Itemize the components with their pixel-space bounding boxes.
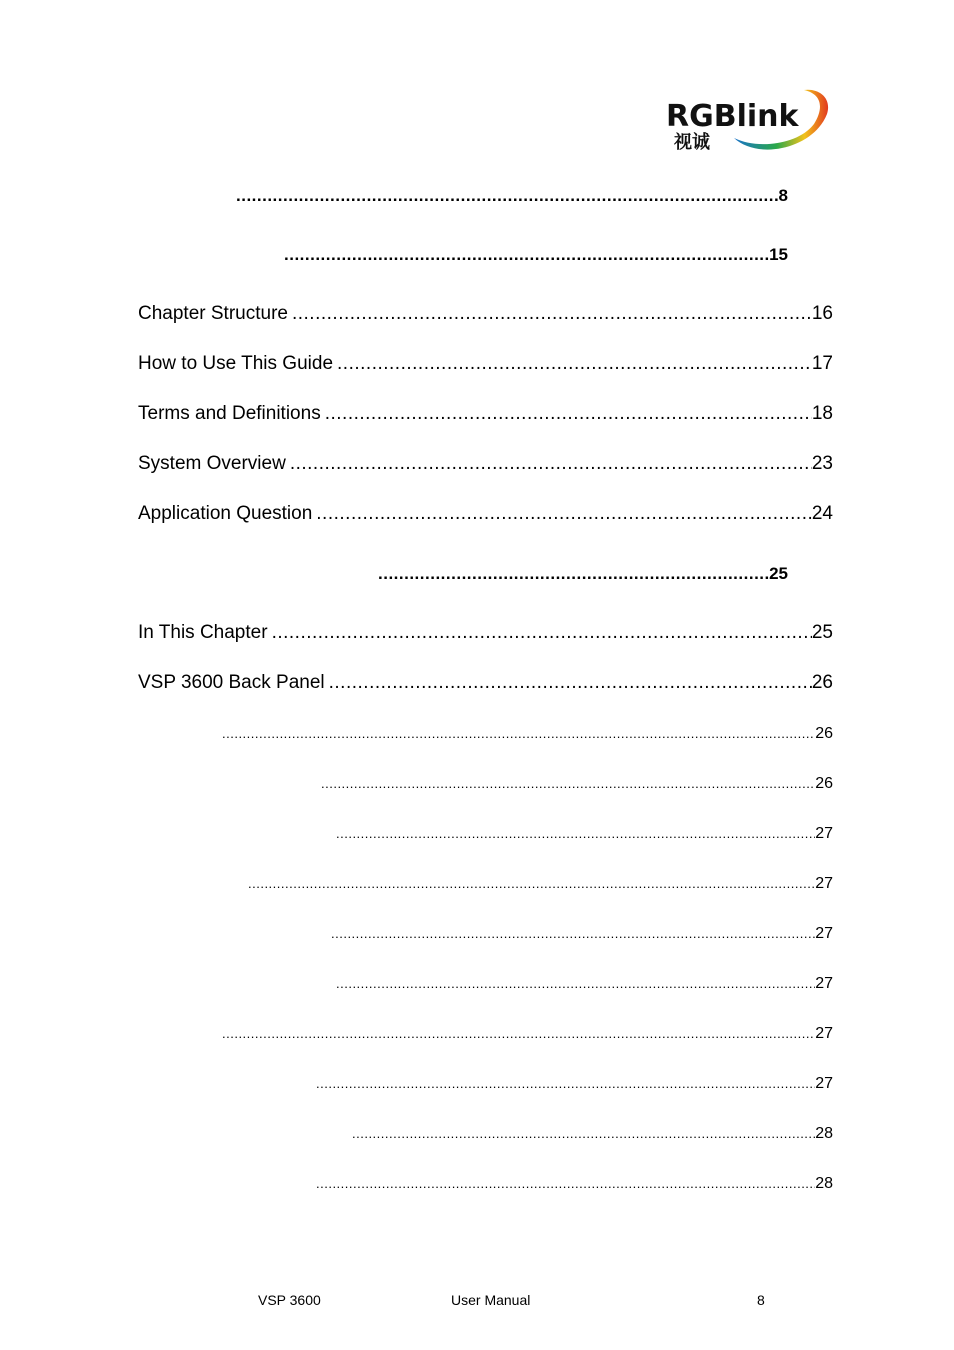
toc-entry[interactable] [138,303,833,325]
dot-leader [337,353,812,375]
dot-leader [336,826,815,841]
dot-leader [352,1126,815,1141]
toc-entry[interactable] [138,353,833,375]
toc-entry-page: 27 [815,875,833,892]
dot-leader [321,776,815,791]
dot-leader [222,1026,815,1041]
dot-leader [336,976,815,991]
dot-leader [292,303,812,325]
dot-leader [378,564,769,584]
toc-entry[interactable] [138,403,833,425]
logo-latin-text: RGBlink [666,99,799,134]
dot-leader [325,403,812,425]
toc-entry-page: 18 [811,403,833,424]
dot-leader [290,453,812,475]
toc-entry[interactable] [138,622,833,644]
toc-entry-page: 27 [815,825,833,842]
footer-product: VSP 3600 [258,1292,321,1308]
toc-entry-page: 27 [815,925,833,942]
toc-entry-title: How to Use This Guide [138,353,334,374]
dot-leader [316,503,812,525]
toc-entry-title: Terms and Definitions [138,403,321,424]
toc-entry-title: Application Question [138,503,313,524]
toc-entry-page: 24 [811,503,833,524]
toc-entry-page: 16 [811,303,833,324]
toc-entry[interactable] [327,925,833,943]
toc-entry-page: 28 [815,1125,833,1142]
toc-entry[interactable] [232,186,788,206]
toc-entry-title: In This Chapter [138,622,268,643]
dot-leader [329,672,812,694]
toc-entry-page: 23 [811,453,833,474]
toc-entry-title: Chapter Structure [138,303,288,324]
toc-entry[interactable] [374,564,788,584]
dot-leader [284,245,769,265]
footer-page-number: 8 [757,1292,765,1308]
toc-entry-title: VSP 3600 Back Panel [138,672,325,693]
toc-entry-page: 17 [811,353,833,374]
logo-cjk-text: 视诚 [674,132,710,153]
dot-leader [236,186,779,206]
toc-entry[interactable] [332,975,833,993]
toc-entry-page: 27 [815,1025,833,1042]
toc-entry-page: 27 [815,1075,833,1092]
toc-entry-page: 28 [815,1175,833,1192]
toc-entry-page: 25 [811,622,833,643]
toc-entry[interactable] [138,503,833,525]
toc-entry[interactable] [317,775,833,793]
toc-entry[interactable] [138,453,833,475]
toc-entry[interactable] [244,875,833,893]
dot-leader [248,876,815,891]
toc-entry[interactable] [218,1025,833,1043]
dot-leader [222,726,815,741]
dot-leader [272,622,812,644]
toc-entry-page: 8 [778,186,788,205]
dot-leader [316,1176,815,1191]
toc-entry[interactable] [348,1125,833,1143]
toc-entry[interactable] [312,1075,833,1093]
toc-entry[interactable] [332,825,833,843]
toc-entry-page: 27 [815,975,833,992]
toc-entry[interactable] [218,725,833,743]
toc-entry-page: 26 [815,725,833,742]
footer-doc-title: User Manual [451,1292,531,1308]
toc-entry-page: 26 [811,672,833,693]
toc-entry-page: 25 [769,564,788,583]
dot-leader [331,926,815,941]
toc-entry-title: System Overview [138,453,286,474]
toc-entry-page: 15 [769,245,788,264]
toc-entry-page: 26 [815,775,833,792]
dot-leader [316,1076,815,1091]
toc-entry[interactable] [312,1175,833,1193]
toc-entry[interactable] [138,672,833,694]
toc-entry[interactable] [280,245,788,265]
